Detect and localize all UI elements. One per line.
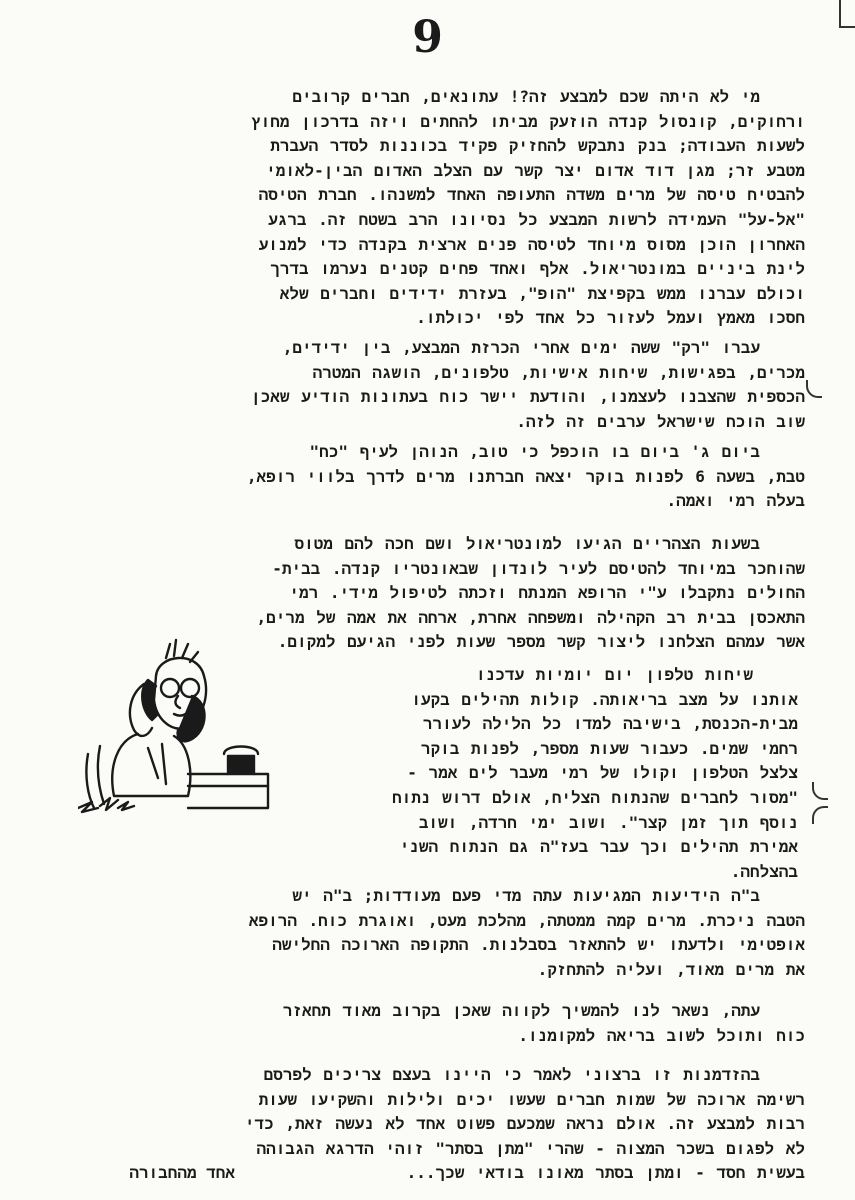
paragraph-line: בעשית חסד - ומתן בסתר מאונו בודאי שכך... xyxy=(406,1163,805,1183)
paragraph-1 xyxy=(251,85,805,331)
paragraph-3 xyxy=(247,440,805,514)
paragraph-line: החולים נתקבלו ע"י הרופא המנתח וזכתה לטיפול מידי. רמי xyxy=(289,583,805,603)
paragraph-line: צלצל הטלפון וקולו של רמי מעבר לים אמר - xyxy=(407,763,798,783)
margin-mark xyxy=(812,806,828,824)
paragraph-line: ב"ה הידיעות המגיעות עתה מדי פעם מעודדות; ב"ה יש xyxy=(292,886,760,905)
paragraph-line: אופטימי ולדעתו יש להתאזר בסבלנות. התקופה הארוכה החלישה xyxy=(272,935,805,955)
paragraph-line: עברו "רק" ששה ימים אחרי הכרזת המבצע, בין ידידים, xyxy=(282,338,760,357)
paragraph-line: הטבה ניכרת. מרים קמה ממטתה, מהלכת מעט, ואוגרת כוח. הרופא xyxy=(248,910,805,930)
paragraph-line: ורחוקים, קונסול קנדה הוזעק מביתו להחתים ויזה בדרכון מחוץ xyxy=(251,111,805,131)
paragraph-line: מי לא היתה שכם למבצע זה?! עתונאים, חברים קרובים xyxy=(292,87,760,106)
signature: אחד מהחבורה xyxy=(129,1163,235,1182)
paragraph-line: רבות למבצע זה. אולם נראה שמכעם פשוט אחד לא נעשה זאת, כדי xyxy=(244,1114,805,1134)
paragraph-line: להבטיח טיסה של מרים משדה התעופה האחד למשנהו. חברת הטיסה xyxy=(258,185,805,205)
paragraph-line: "אל-על" העמידה לרשות המבצע כל נסיונו הרב בשטח זה. ברגע xyxy=(268,209,805,229)
page-number: 9 xyxy=(412,12,443,63)
margin-mark xyxy=(812,782,828,800)
paragraph-line: התאכסן בבית רב הקהילה ומשפחה אחרת, ארחה את אמה של מרים, xyxy=(256,607,805,627)
margin-mark xyxy=(806,380,822,398)
paragraph-line: בהזדמנות זו ברצוני לאמר כי היינו בעצם צריכים לפרסם xyxy=(263,1065,760,1084)
paragraph-line: מבית-הכנסת, בישיבה למדו כל הלילה לעורר xyxy=(422,714,798,734)
paragraph-line: חסכו מאמץ ועמל לעזור כל אחד לפי יכולתו. xyxy=(416,308,805,328)
paragraph-line: נוסף תוך זמן קצר". ושוב ימי חרדה, ושוב xyxy=(418,812,798,832)
paragraph-line: את מרים מאוד, ועליה להתחזק. xyxy=(537,959,805,979)
paragraph-line: ביום ג' ביום בו הוכפל כי טוב, הנוהן לעיף "כח" xyxy=(309,442,760,461)
paragraph-line: לא לפגום בשכר המצוה - שהרי "מתן בסתר" זוהי הדרגא הגבוהה xyxy=(256,1138,805,1158)
paragraph-line: עתה, נשאר לנו להמשיך לקווה שאכן בקרוב מאוד תחאזר xyxy=(282,1001,760,1020)
paragraph-line: מכרים, בפגישות, שיחות אישיות, טלפונים, הושגה המטרה xyxy=(312,362,805,382)
paragraph-line: אותנו על מצב בריאותה. קולות תהילים בקעו xyxy=(411,689,798,709)
paragraph-7 xyxy=(283,999,805,1048)
paragraph-line: בהצלחה. xyxy=(730,861,798,881)
paragraph-2 xyxy=(251,336,805,434)
paragraph-line: שוב הוכח שישראל ערבים זה לזה. xyxy=(516,411,805,431)
paragraph-line: בעלה רמי ואמה. xyxy=(666,491,805,511)
paragraph-8 xyxy=(245,1063,805,1186)
paragraph-line: וכולם עברנו ממש בקפיצת "הופ", בעזרת ידידים וחברים שלא xyxy=(279,283,805,303)
paragraph-line: כוח ותוכל לשוב בריאה למקומנו. xyxy=(518,1025,805,1045)
paragraph-line: לינת ביניים במונטריאול. אלף ואחד פחים קטנים נערמו בדרך xyxy=(270,259,805,279)
paragraph-line: טבת, בשעה 6 לפנות בוקר יצאה חברתנו מרים לדרך בלווי רופא, xyxy=(246,466,805,486)
paragraph-line: שהוחכר במיוחד להטיסם לעיר לונדון שבאונטריו קנדה. בבית- xyxy=(272,558,805,578)
paragraph-line: אשר עמהם הצלחנו ליצור קשר מספר שעות לפני הגיעם למקום. xyxy=(277,632,805,652)
paragraph-line: בשעות הצהריים הגיעו למונטריאול ושם חכה להם מטוס xyxy=(294,534,760,553)
paragraph-line: רשימה ארוכה של שמות חברים שעשו יכים ולילות והשקיעו שעות xyxy=(258,1089,805,1109)
paragraph-4 xyxy=(257,532,805,655)
paragraph-line: האחרון הוכן מסוס מיוחד לטיסה פנים ארצית בקנדה כדי למנוע xyxy=(258,234,805,254)
paragraph-line: מטבע זר; מגן דוד אדום יצר קשר עם הצלב האדום הבין-לאומי xyxy=(266,160,805,180)
man-on-telephone-cartoon-icon xyxy=(78,636,278,820)
paragraph-line: הכספית שהצבנו לעצמנו, והודעת יישר כוח בעתונות הודיע שאכן xyxy=(251,387,805,407)
paragraph-line: שיחות טלפון יום יומיות עדכנו xyxy=(476,665,753,684)
paragraph-line: אמירת תהילים וכך עבר בעז"ה גם הנתוח השני xyxy=(399,837,798,857)
paragraph-5 xyxy=(392,663,798,884)
paragraph-line: לשעות העבודה; בנק נתבקש להחזיק פקיד בכוננות לסדר העברת xyxy=(270,136,805,156)
paragraph-line: "מסור לחברים שהנתוח הצליח, אולם דרוש נתוח xyxy=(392,787,798,807)
paragraph-6 xyxy=(249,884,805,982)
paragraph-line: רחמי שמים. כעבור שעות מספר, לפנות בוקר xyxy=(420,738,798,758)
